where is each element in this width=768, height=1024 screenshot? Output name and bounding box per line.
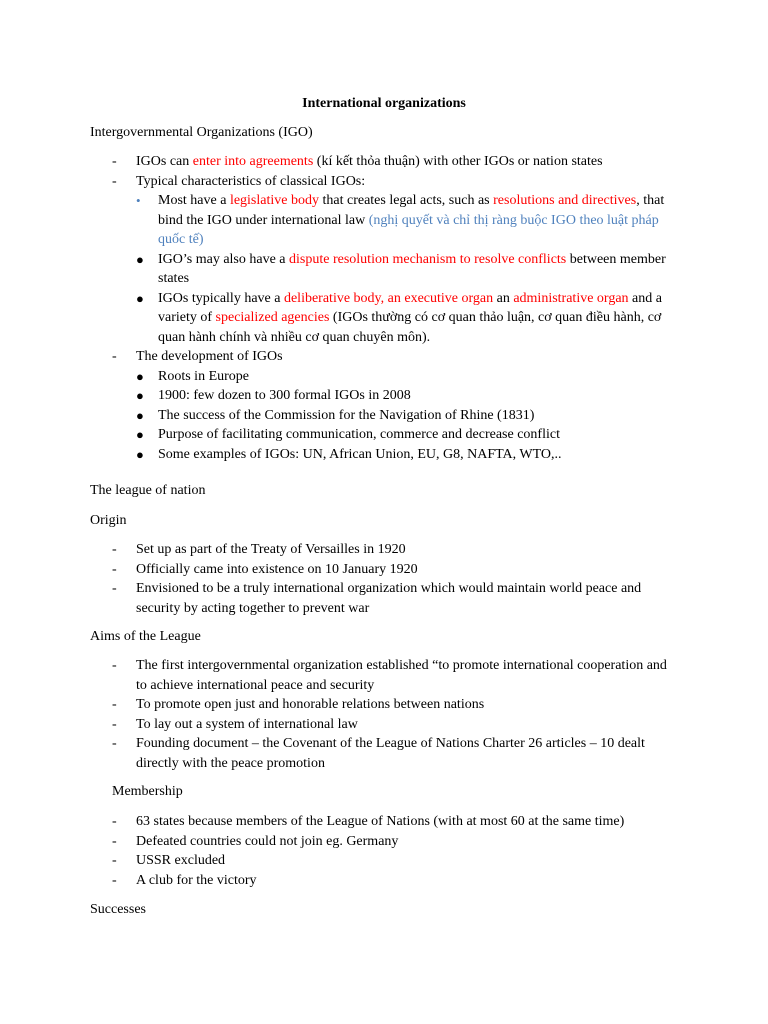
translation-text: (nghị quyết và chỉ thị ràng buộc IGO theo luật pháp quốc tế) [158, 212, 659, 247]
highlight-text: legislative body [229, 193, 319, 208]
list-item: ● Purpose of facilitating communication, commerce and decrease conflict [0, 425, 678, 445]
dash-marker: - [112, 581, 117, 596]
list-item: - A club for the victory [0, 871, 676, 891]
highlight-text: enter into agreements [192, 154, 314, 169]
dash-marker: - [112, 154, 117, 169]
dash-marker: - [112, 716, 117, 732]
membership-heading: Membership [112, 784, 183, 799]
bullet-marker: ● [136, 407, 144, 423]
membership-list [0, 812, 768, 890]
dash-marker: - [112, 542, 117, 557]
bullet-marker: ● [136, 388, 144, 403]
bullet-marker: • [136, 193, 141, 208]
highlight-text: administrative organ [513, 290, 629, 306]
list-item: - IGOs can enter into agreements (kí kết thỏa thuận) with other IGOs or nation states [0, 152, 676, 172]
league-heading: The league of nation [90, 483, 206, 498]
list-item: - Founding document – the Covenant of the League of Nations Charter 26 articles – 10 dealt directly with the peace promotion [112, 736, 645, 771]
bullet-marker: ● [136, 427, 144, 442]
bullet-marker: ● [136, 446, 144, 462]
bullet-marker: ● [136, 368, 144, 384]
igo-heading: Intergovernmental Organizations (IGO) [90, 125, 313, 140]
list-item: - The development of IGOs [0, 347, 676, 367]
list-item: - Set up as part of the Treaty of Versailles in 1920 [0, 540, 676, 560]
dash-marker: - [112, 349, 117, 364]
dash-marker: - [112, 814, 117, 829]
list-item: - Envisioned to be a truly international organization which would maintain world peace and security by acting together to prevent war [112, 581, 642, 616]
list-item: - Officially came into existence on 10 January 1920 [0, 560, 676, 580]
highlight-text: deliberative body, an executive organ [283, 290, 494, 306]
list-item: - Defeated countries could not join eg. Germany [0, 832, 676, 852]
list-item: - To lay out a system of international law [0, 715, 676, 735]
dash-marker: - [112, 736, 117, 751]
aims-list [0, 656, 768, 773]
list-item: - USSR excluded [0, 851, 676, 871]
dash-marker: - [112, 658, 117, 673]
list-item: • Most have a legislative body that creates legal acts, such as resolutions and directives, that bind the IGO under international law (nghị quyết và chỉ thị ràng buộc IGO theo luật pháp quốc tế) [136, 193, 665, 247]
list-item: ● 1900: few dozen to 300 formal IGOs in 2008 [0, 386, 678, 406]
highlight-text: specialized agencies [215, 310, 330, 325]
highlight-text: dispute resolution mechanism to resolve conflicts [289, 251, 567, 267]
list-item: ● Some examples of IGOs: UN, African Union, EU, G8, NAFTA, WTO,.. [0, 445, 678, 465]
list-item: - 63 states because members of the League of Nations (with at most 60 at the same time) [0, 812, 676, 832]
dash-marker: - [112, 561, 117, 577]
document-title: International organizations [302, 96, 466, 111]
dash-marker: - [112, 173, 117, 189]
highlight-text: resolutions and directives [493, 193, 637, 208]
igo-list [0, 152, 768, 464]
dash-marker: - [112, 853, 117, 868]
dash-marker: - [112, 872, 117, 888]
list-item: - Typical characteristics of classical IGOs: [0, 172, 676, 192]
bullet-marker: ● [136, 290, 144, 306]
list-item: ● The success of the Commission for the Navigation of Rhine (1831) [0, 406, 678, 426]
list-item: ● IGO’s may also have a dispute resolution mechanism to resolve conflicts between member states [136, 251, 666, 286]
successes-heading: Successes [90, 902, 146, 917]
bullet-marker: ● [136, 251, 144, 267]
list-item: ● IGOs typically have a deliberative body, an executive organ an administrative organ and a variety of specialized agencies (IGOs thường có cơ quan thảo luận, cơ quan điều hành, cơ quan hành chính và nhiều cơ quan chuyên môn). [136, 290, 662, 345]
dash-marker: - [112, 833, 117, 849]
origin-list [0, 540, 768, 618]
list-item: - The first intergovernmental organization established “to promote international cooperation and to achieve international peace and security [112, 658, 667, 693]
aims-heading: Aims of the League [90, 629, 201, 644]
dash-marker: - [112, 697, 117, 712]
list-item: ● Roots in Europe [0, 367, 678, 387]
origin-heading: Origin [90, 513, 127, 528]
list-item: - To promote open just and honorable relations between nations [0, 695, 676, 715]
